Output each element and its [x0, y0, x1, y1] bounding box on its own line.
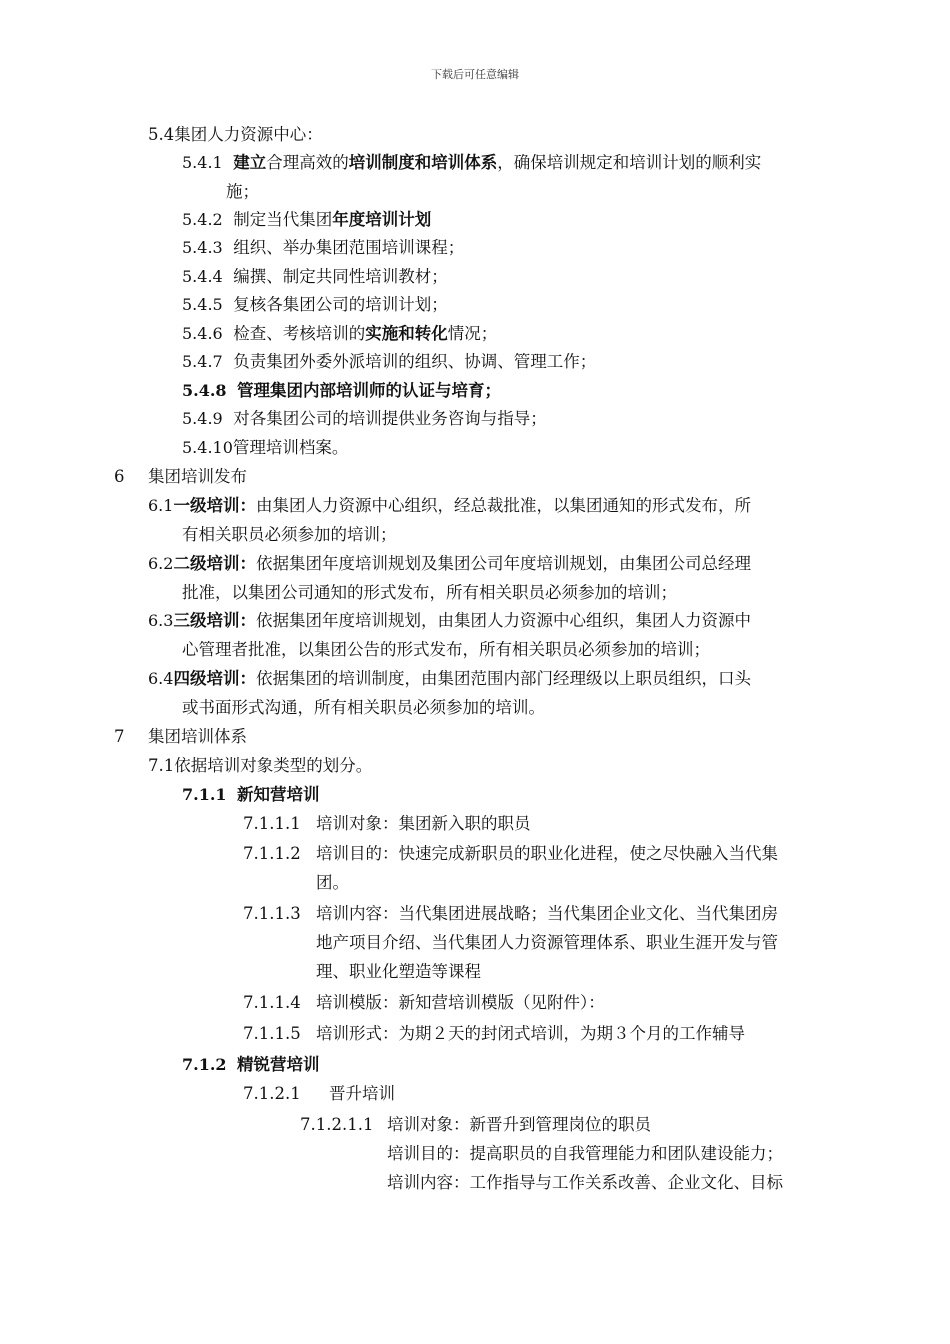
item-5-4-6: 5.4.6 检查、考核培训的实施和转化情况； [182, 324, 498, 343]
para-6-4: 6.4四级培训：依据集团的培训制度，由集团范围内部门经理级以上职员组织，口头 [148, 669, 751, 688]
item-7-1-1-3-cont1: 地产项目介绍、当代集团人力资源管理体系、职业生涯开发与管 [316, 933, 778, 952]
para-6-2-cont: 批准，以集团公司通知的形式发布，所有相关职员必须参加的培训； [182, 583, 677, 602]
item-7-1-2-1-1-line3: 培训内容：工作指导与工作关系改善、企业文化、目标 [387, 1173, 783, 1192]
item-5-4-5: 5.4.5 复核各集团公司的培训计划； [182, 295, 448, 314]
para-6-1: 6.1一级培训：由集团人力资源中心组织，经总裁批准，以集团通知的形式发布，所 [148, 496, 751, 515]
item-7-1-2-1-num: 7.1.2.1 [243, 1084, 301, 1103]
item-5-4-10: 5.4.10管理培训档案。 [182, 438, 349, 457]
para-6-3: 6.3三级培训：依据集团年度培训规划，由集团人力资源中心组织，集团人力资源中 [148, 611, 751, 630]
page-header: 下载后可任意编辑 [431, 68, 519, 81]
item-7-1-1-2: 培训目的：快速完成新职员的职业化进程，使之尽快融入当代集 [316, 844, 778, 863]
item-5-4-1: 5.4.1 建立合理高效的培训制度和培训体系，确保培训规定和培训计划的顺利实 [182, 153, 762, 172]
item-number: 5.4.1 [182, 153, 223, 172]
item-7-1-1-3: 培训内容：当代集团进展战略；当代集团企业文化、当代集团房 [316, 904, 778, 923]
section-6-num: 6 [114, 467, 125, 486]
item-7-1-2-1-1-line2: 培训目的：提高职员的自我管理能力和团队建设能力； [387, 1144, 783, 1163]
item-5-4-2: 5.4.2 制定当代集团年度培训计划 [182, 210, 432, 229]
item-7-1-1-4-num: 7.1.1.4 [243, 993, 301, 1012]
section-7-title: 集团培训体系 [148, 727, 247, 746]
item-7-1-2-1: 晋升培训 [329, 1084, 395, 1103]
item-7-1-1-2-cont: 团。 [316, 873, 349, 892]
item-7-1-2-1-1-num: 7.1.2.1.1 [300, 1115, 374, 1134]
item-7-1-1-4: 培训模版：新知营培训模版（见附件）： [316, 993, 605, 1012]
section-7-1: 7.1依据培训对象类型的划分。 [148, 756, 373, 775]
para-6-2: 6.2二级培训：依据集团年度培训规划及集团公司年度培训规划，由集团公司总经理 [148, 554, 751, 573]
section-6-title: 集团培训发布 [148, 467, 247, 486]
para-6-3-cont: 心管理者批准，以集团公告的形式发布，所有相关职员必须参加的培训； [182, 640, 710, 659]
item-7-1-2-1-1: 培训对象：新晋升到管理岗位的职员 [387, 1115, 651, 1134]
section-7-num: 7 [114, 727, 125, 746]
item-7-1-1-1-num: 7.1.1.1 [243, 814, 301, 833]
section-7-1-1: 7.1.1 新知营培训 [182, 785, 320, 804]
item-7-1-1-2-num: 7.1.1.2 [243, 844, 301, 863]
item-7-1-1-1: 培训对象：集团新入职的职员 [316, 814, 531, 833]
item-5-4-4: 5.4.4 编撰、制定共同性培训教材； [182, 267, 448, 286]
item-7-1-1-3-num: 7.1.1.3 [243, 904, 301, 923]
item-5-4-8: 5.4.8 管理集团内部培训师的认证与培育； [182, 381, 502, 400]
item-7-1-1-3-cont2: 理、职业化塑造等课程 [316, 962, 481, 981]
item-7-1-1-5: 培训形式：为期２天的封闭式培训，为期３个月的工作辅导 [316, 1024, 745, 1043]
item-5-4-7: 5.4.7 负责集团外委外派培训的组织、协调、管理工作； [182, 352, 597, 371]
para-6-4-cont: 或书面形式沟通，所有相关职员必须参加的培训。 [182, 698, 545, 717]
section-5-4-title: 5.4集团人力资源中心： [148, 125, 323, 144]
item-5-4-1-cont: 施； [226, 182, 259, 201]
item-5-4-9: 5.4.9 对各集团公司的培训提供业务咨询与指导； [182, 409, 547, 428]
section-7-1-2: 7.1.2 精锐营培训 [182, 1055, 320, 1074]
item-5-4-3: 5.4.3 组织、举办集团范围培训课程； [182, 238, 465, 257]
item-7-1-1-5-num: 7.1.1.5 [243, 1024, 301, 1043]
para-6-1-cont: 有相关职员必须参加的培训； [182, 525, 397, 544]
